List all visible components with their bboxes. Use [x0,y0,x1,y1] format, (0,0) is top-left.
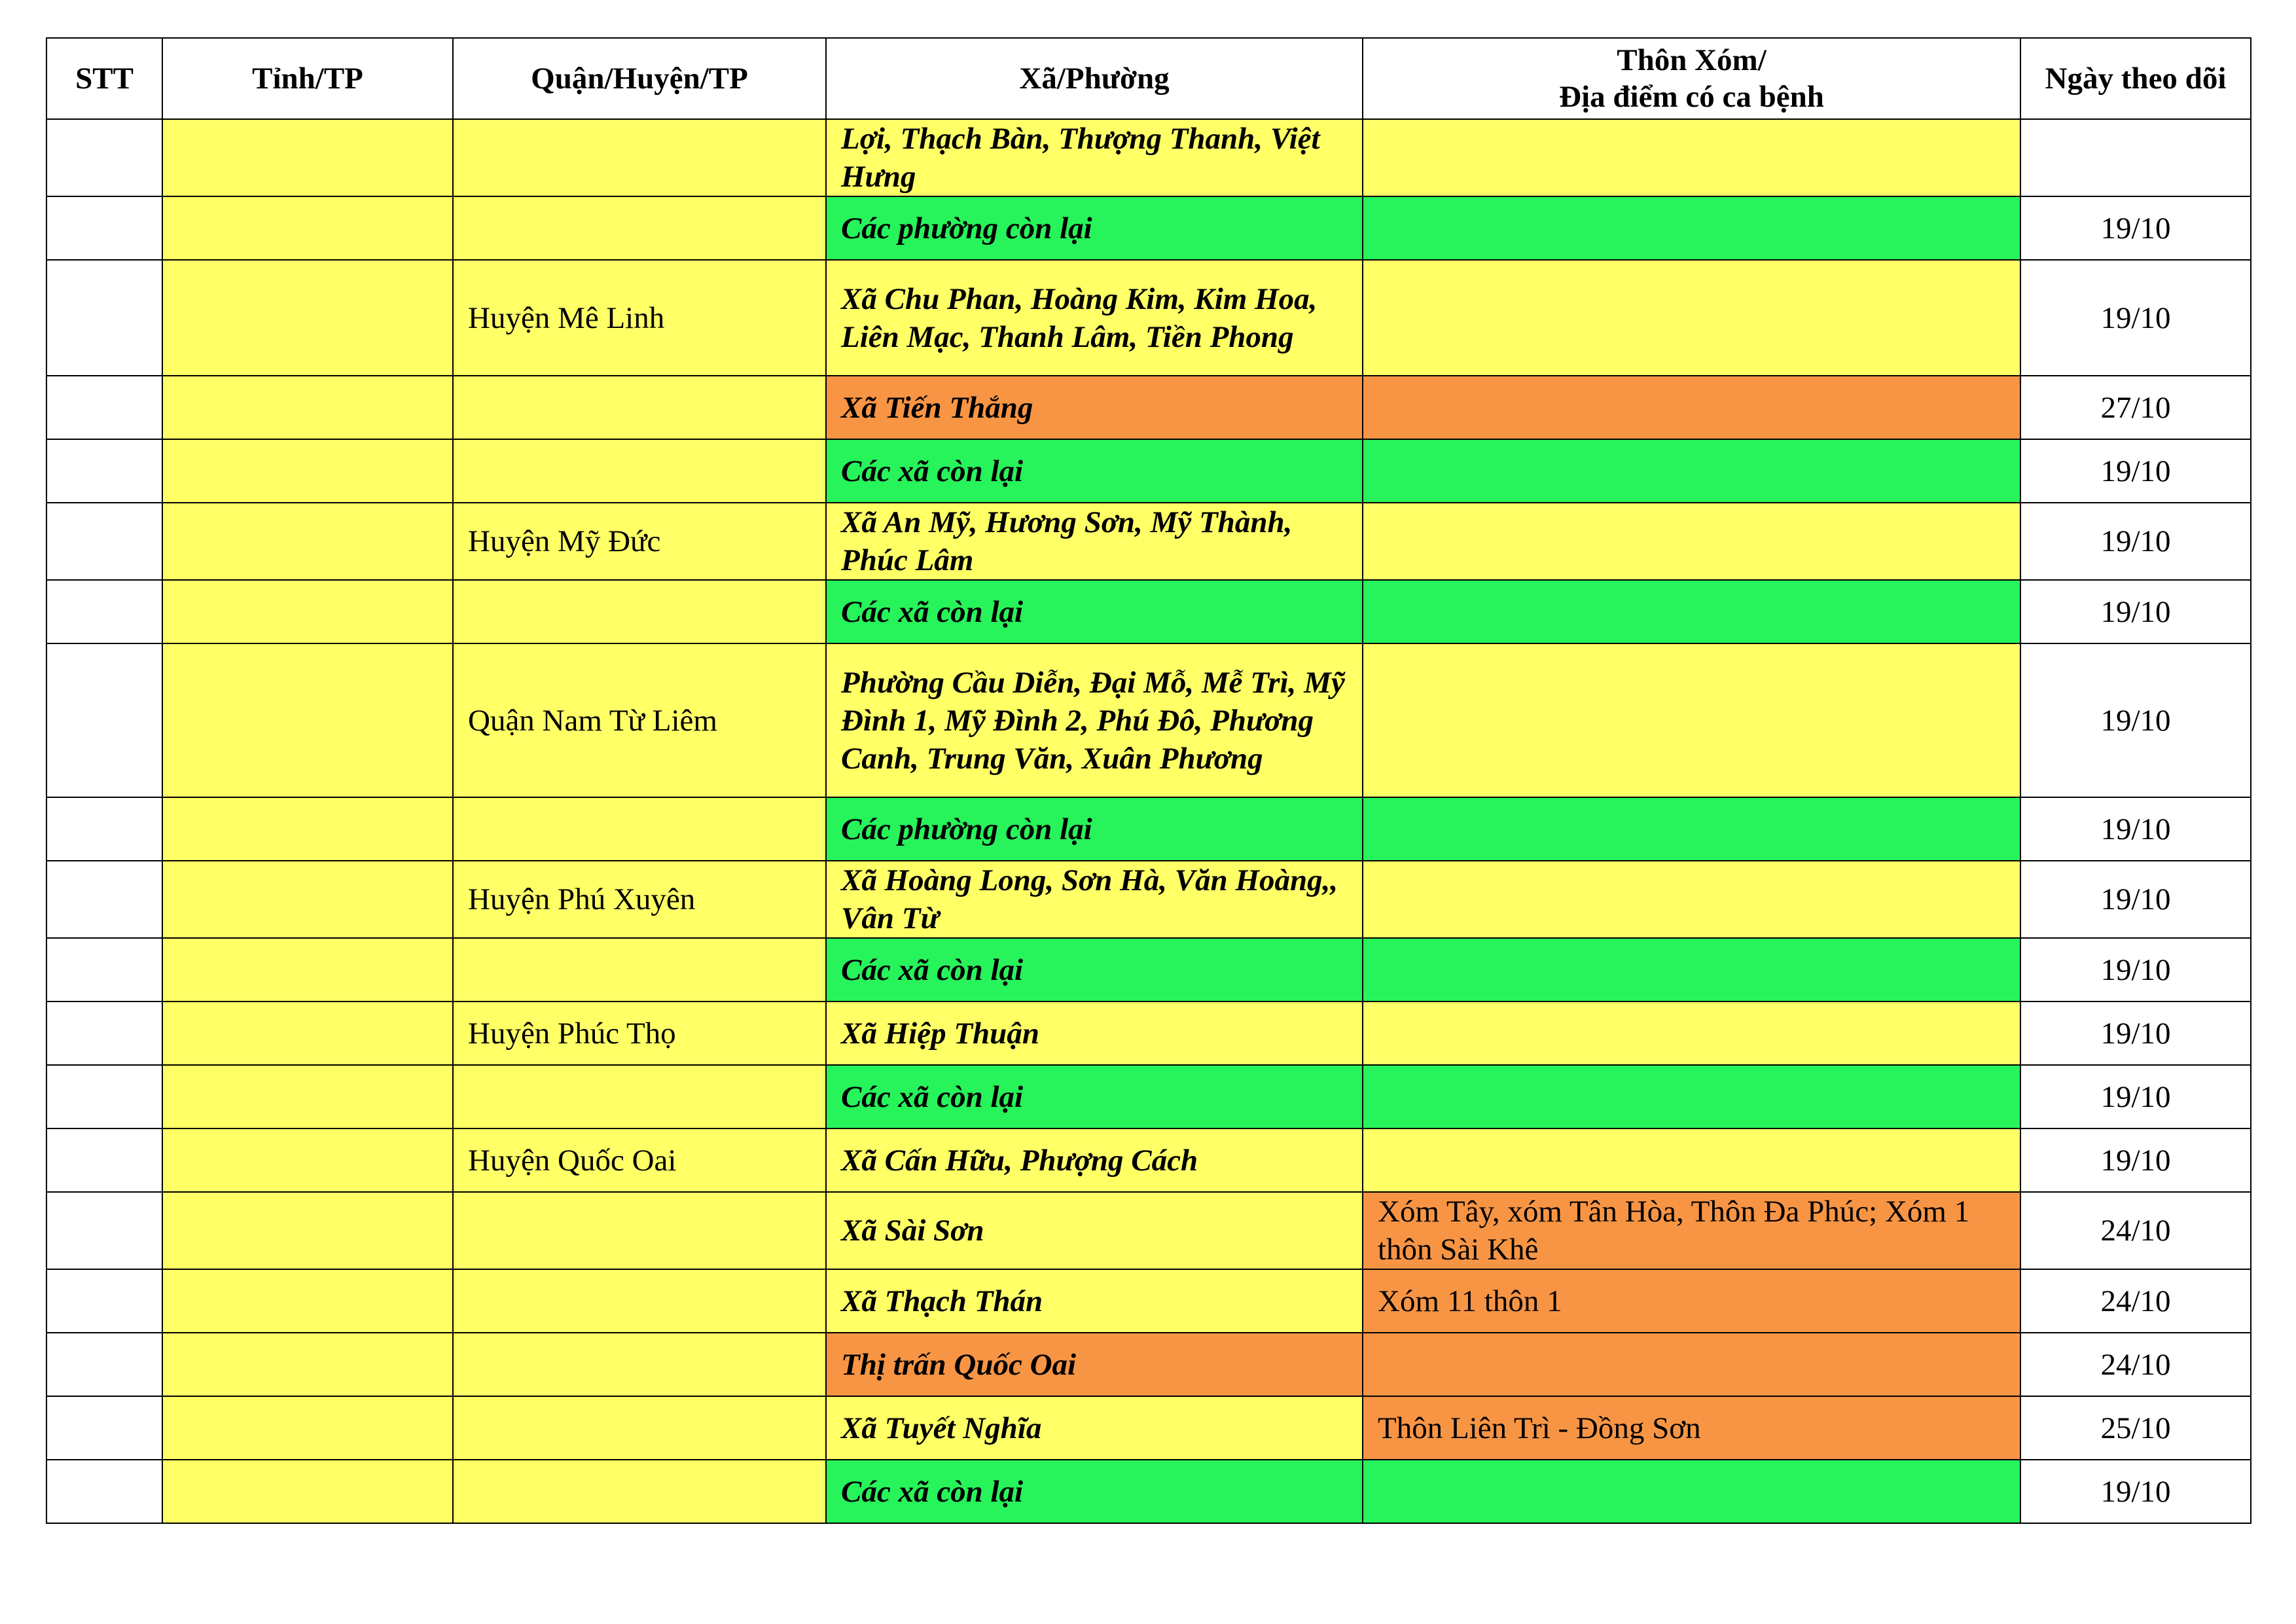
table-row [46,797,2251,861]
header-province: Tỉnh/TP [162,38,453,119]
province-cell [162,119,453,196]
date-cell: 19/10 [2020,797,2251,861]
district-cell [453,1396,826,1460]
place-cell [1363,376,2020,439]
place-cell: Xóm 11 thôn 1 [1363,1269,2020,1333]
table-row [46,196,2251,260]
province-cell [162,260,453,376]
place-cell [1363,260,2020,376]
stt-cell [46,1128,162,1192]
ward-cell: Phường Cầu Diễn, Đại Mỗ, Mễ Trì, Mỹ Đình 1, Mỹ Đình 2, Phú Đô, Phương Canh, Trung Văn, Xuân Phương [826,643,1363,797]
stt-cell [46,376,162,439]
district-cell: Huyện Mỹ Đức [453,503,826,580]
province-cell [162,1460,453,1523]
date-cell: 19/10 [2020,503,2251,580]
date-cell: 25/10 [2020,1396,2251,1460]
header-row [46,38,2251,119]
province-cell [162,580,453,643]
place-cell [1363,503,2020,580]
stt-cell [46,1460,162,1523]
stt-cell [46,580,162,643]
place-cell [1363,119,2020,196]
ward-cell: Xã Sài Sơn [826,1192,1363,1269]
ward-cell: Các xã còn lại [826,1460,1363,1523]
table-row [46,439,2251,503]
stt-cell [46,1065,162,1128]
district-cell [453,1192,826,1269]
district-cell: Quận Nam Từ Liêm [453,643,826,797]
table-row [46,503,2251,580]
province-cell [162,503,453,580]
ward-cell: Các phường còn lại [826,196,1363,260]
ward-cell: Xã Thạch Thán [826,1269,1363,1333]
place-cell [1363,1065,2020,1128]
place-cell: Thôn Liên Trì - Đồng Sơn [1363,1396,2020,1460]
table-row [46,1333,2251,1396]
province-cell [162,1192,453,1269]
district-cell [453,1333,826,1396]
province-cell [162,196,453,260]
ward-cell: Xã Tuyết Nghĩa [826,1396,1363,1460]
stt-cell [46,1001,162,1065]
header-place-line2: Địa điểm có ca bệnh [1559,80,1824,114]
stt-cell [46,260,162,376]
ward-cell: Các xã còn lại [826,439,1363,503]
stt-cell [46,503,162,580]
ward-cell: Xã Tiến Thắng [826,376,1363,439]
date-cell: 24/10 [2020,1192,2251,1269]
province-cell [162,1396,453,1460]
date-cell: 19/10 [2020,260,2251,376]
table-row [46,643,2251,797]
district-cell [453,797,826,861]
date-cell: 19/10 [2020,196,2251,260]
province-cell [162,797,453,861]
district-cell [453,1065,826,1128]
date-cell: 19/10 [2020,938,2251,1001]
date-cell: 27/10 [2020,376,2251,439]
table-body [46,119,2251,1523]
header-place [1363,38,2020,119]
stt-cell [46,938,162,1001]
place-cell [1363,1001,2020,1065]
district-cell [453,938,826,1001]
place-cell [1363,938,2020,1001]
zoning-table [46,37,2251,1524]
province-cell [162,1333,453,1396]
district-cell: Huyện Phúc Thọ [453,1001,826,1065]
ward-cell: Các phường còn lại [826,797,1363,861]
province-cell [162,1269,453,1333]
date-cell: 19/10 [2020,643,2251,797]
table-row [46,938,2251,1001]
stt-cell [46,439,162,503]
district-cell [453,1460,826,1523]
table-row [46,1192,2251,1269]
place-cell [1363,196,2020,260]
table-row [46,260,2251,376]
stt-cell [46,1192,162,1269]
place-cell [1363,797,2020,861]
province-cell [162,1128,453,1192]
place-cell [1363,643,2020,797]
table-row [46,1460,2251,1523]
ward-cell: Xã An Mỹ, Hương Sơn, Mỹ Thành, Phúc Lâm [826,503,1363,580]
stt-cell [46,196,162,260]
place-cell [1363,1460,2020,1523]
stt-cell [46,119,162,196]
date-cell: 19/10 [2020,861,2251,938]
province-cell [162,1065,453,1128]
header-district: Quận/Huyện/TP [453,38,826,119]
ward-cell: Các xã còn lại [826,1065,1363,1128]
table-row [46,1065,2251,1128]
ward-cell: Xã Cấn Hữu, Phượng Cách [826,1128,1363,1192]
ward-cell: Xã Hoàng Long, Sơn Hà, Văn Hoàng,, Vân Từ [826,861,1363,938]
table-row [46,376,2251,439]
date-cell: 19/10 [2020,439,2251,503]
table-row [46,1396,2251,1460]
ward-cell: Các xã còn lại [826,580,1363,643]
district-cell: Huyện Phú Xuyên [453,861,826,938]
district-cell [453,376,826,439]
district-cell [453,1269,826,1333]
district-cell [453,119,826,196]
table-row [46,119,2251,196]
table-row [46,1001,2251,1065]
province-cell [162,861,453,938]
place-cell [1363,861,2020,938]
province-cell [162,376,453,439]
header-place-line1: Thôn Xóm/ [1617,43,1767,77]
ward-cell: Xã Chu Phan, Hoàng Kim, Kim Hoa, Liên Mạc, Thanh Lâm, Tiền Phong [826,260,1363,376]
province-cell [162,643,453,797]
date-cell: 19/10 [2020,1128,2251,1192]
place-cell [1363,580,2020,643]
table-row [46,861,2251,938]
district-cell: Huyện Quốc Oai [453,1128,826,1192]
stt-cell [46,1269,162,1333]
province-cell [162,938,453,1001]
district-cell [453,580,826,643]
province-cell [162,439,453,503]
ward-cell: Các xã còn lại [826,938,1363,1001]
stt-cell [46,797,162,861]
stt-cell [46,861,162,938]
district-cell [453,439,826,503]
table-row [46,1269,2251,1333]
ward-cell: Lợi, Thạch Bàn, Thượng Thanh, Việt Hưng [826,119,1363,196]
ward-cell: Xã Hiệp Thuận [826,1001,1363,1065]
header-ward: Xã/Phường [826,38,1363,119]
table-row [46,1128,2251,1192]
date-cell: 24/10 [2020,1269,2251,1333]
district-cell: Huyện Mê Linh [453,260,826,376]
date-cell: 19/10 [2020,1460,2251,1523]
place-cell [1363,1128,2020,1192]
stt-cell [46,643,162,797]
date-cell: 19/10 [2020,1001,2251,1065]
place-cell [1363,439,2020,503]
date-cell: 19/10 [2020,1065,2251,1128]
province-cell [162,1001,453,1065]
header-date: Ngày theo dõi [2020,38,2251,119]
stt-cell [46,1396,162,1460]
date-cell: 24/10 [2020,1333,2251,1396]
header-stt: STT [46,38,162,119]
place-cell: Xóm Tây, xóm Tân Hòa, Thôn Đa Phúc; Xóm 1 thôn Sài Khê [1363,1192,2020,1269]
stt-cell [46,1333,162,1396]
date-cell: 19/10 [2020,580,2251,643]
date-cell [2020,119,2251,196]
district-cell [453,196,826,260]
ward-cell: Thị trấn Quốc Oai [826,1333,1363,1396]
place-cell [1363,1333,2020,1396]
table-row [46,580,2251,643]
